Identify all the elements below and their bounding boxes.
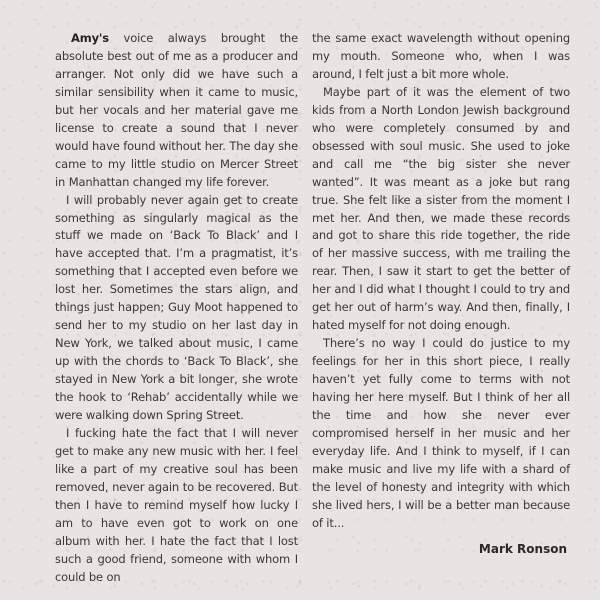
signature: Mark Ronson [478,542,567,556]
paragraph: the same exact wavelength without opening my mouth. Someone who, when I was around, I felt just a bit more whole. [312,31,570,81]
paragraph-text: voice always brought the absolute best out of me as a producer and arranger. Not only did we have such a similar sensibility when it came to music, but her vocals and her material gave me license to create a sound that I never would have found without her. The day she came to my little studio on Mercer Street in Manhattan changed my life forever. [55,31,298,189]
right-text-column [312,30,570,533]
paragraph: I fucking hate the fact that I will never get to make any new music with her. I feel like a part of my creative soul has been removed, never again to be recovered. But then I have to remind myself how lucky I am to have even got to work on one album with her. I hate the fact that I lost such a good friend, someone with whom I could be on [55,425,298,584]
paragraph [55,30,298,192]
paragraph: Maybe part of it was the element of two kids from a North London Jewish background who were completely consumed by and obsessed with soul music. She used to joke and call me “the big sister she never wanted”. It was meant as a joke but rang true. She felt like a sister from the moment I met her. And then, we made these records and got to share this ride together, the ride of her massive success, with me trailing the rear. Then, I saw it start to get the better of her and I did what I thought I could to try and get her out of harm’s way. And then, finally, I hated myself for not doing enough. [312,84,570,333]
left-text-column [55,30,298,587]
lead-word: Amy's [71,31,109,45]
paragraph: There’s no way I could do justice to my feelings for her in this short piece, I really haven’t yet fully come to terms with not having her here myself. But I think of her all the time and how she never ever compromised herself in her music and her everyday life. And I think to myself, if I can make music and live my life with a shard of the level of honesty and integrity with which she lived hers, I will be a better man because of it... [312,336,570,530]
paragraph: I will probably never again get to create something as singularly magical as the stuff we made on ‘Back To Black’ and I have accepted that. I’m a pragmatist, it’s something that I accepted even before we lost her. Sometimes the stars align, and things just happen; Guy Moot happened to send her to my studio on her last day in New York, we talked about music, I came up with the chords to ‘Back To Black’, she stayed in New York a bit longer, she wrote the hook to ‘Rehab’ accidentally while we were walking down Spring Street. [55,192,298,423]
